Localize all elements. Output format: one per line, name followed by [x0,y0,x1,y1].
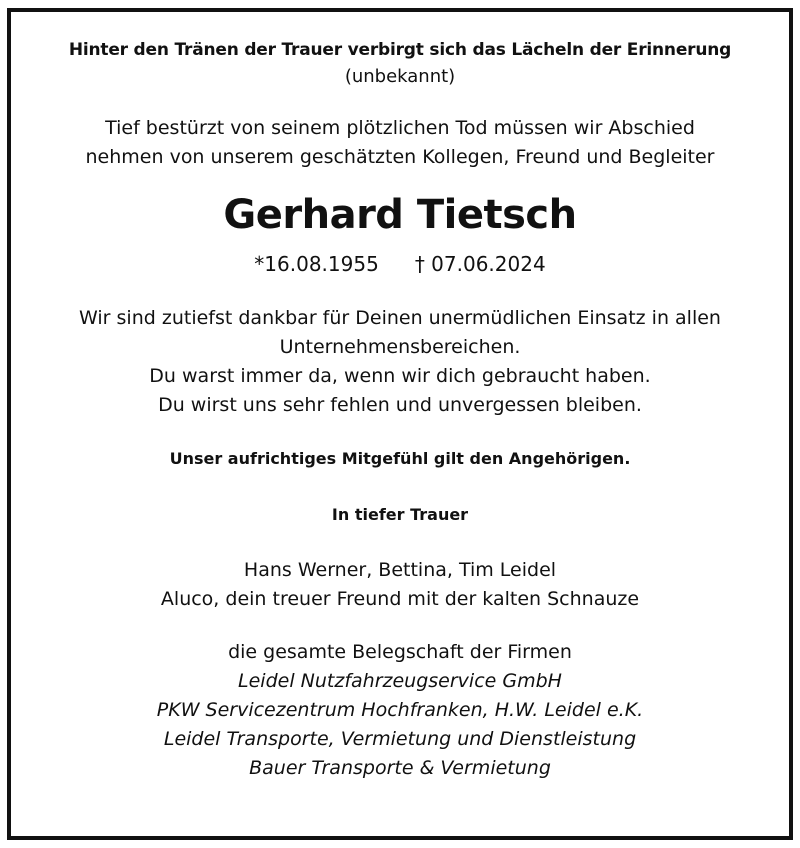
intro-line: Tief bestürzt von seinem plötzlichen Tod müssen wir Abschied [105,117,695,139]
family-line: Hans Werner, Bettina, Tim Leidel [243,559,557,581]
intro-block [11,114,789,172]
company-name: PKW Servicezentrum Hochfranken, H.W. Leidel e.K. [156,699,644,721]
tribute-line: Du warst immer da, wenn wir dich gebraucht haben. [149,365,651,387]
quote-block [11,12,789,64]
staff-intro: die gesamte Belegschaft der Firmen [228,641,572,663]
obituary-content [11,12,789,783]
death-date: † 07.06.2024 [414,252,546,276]
life-dates [11,250,789,278]
quote-author-block [11,64,789,90]
company-name: Leidel Nutzfahrzeugservice GmbH [238,670,562,692]
obituary-frame [7,8,793,840]
mourning-heading: In tiefer Trauer [331,505,469,524]
family-block [11,556,789,614]
company-name: Leidel Transporte, Vermietung und Dienstleistung [163,728,637,750]
quote-author: (unbekannt) [344,66,456,87]
staff-block [11,638,789,783]
tribute-line: Du wirst uns sehr fehlen und unvergessen bleiben. [158,394,642,416]
quote-text: Hinter den Tränen der Trauer verbirgt sich das Lächeln der Erinnerung [68,40,732,60]
deceased-name: Gerhard Tietsch [223,192,577,238]
tribute-line: Wir sind zutiefst dankbar für Deinen unermüdlichen Einsatz in allen [79,307,721,329]
sympathy-text: Unser aufrichtiges Mitgefühl gilt den Angehörigen. [169,449,631,468]
family-line: Aluco, dein treuer Freund mit der kalten Schnauze [160,588,640,610]
intro-line: nehmen von unserem geschätzten Kollegen, Freund und Begleiter [85,146,715,168]
birth-date: *16.08.1955 [254,252,379,276]
company-name: Bauer Transporte & Vermietung [249,757,551,779]
tribute-block [11,304,789,420]
tribute-line: Unternehmensbereichen. [279,336,521,358]
